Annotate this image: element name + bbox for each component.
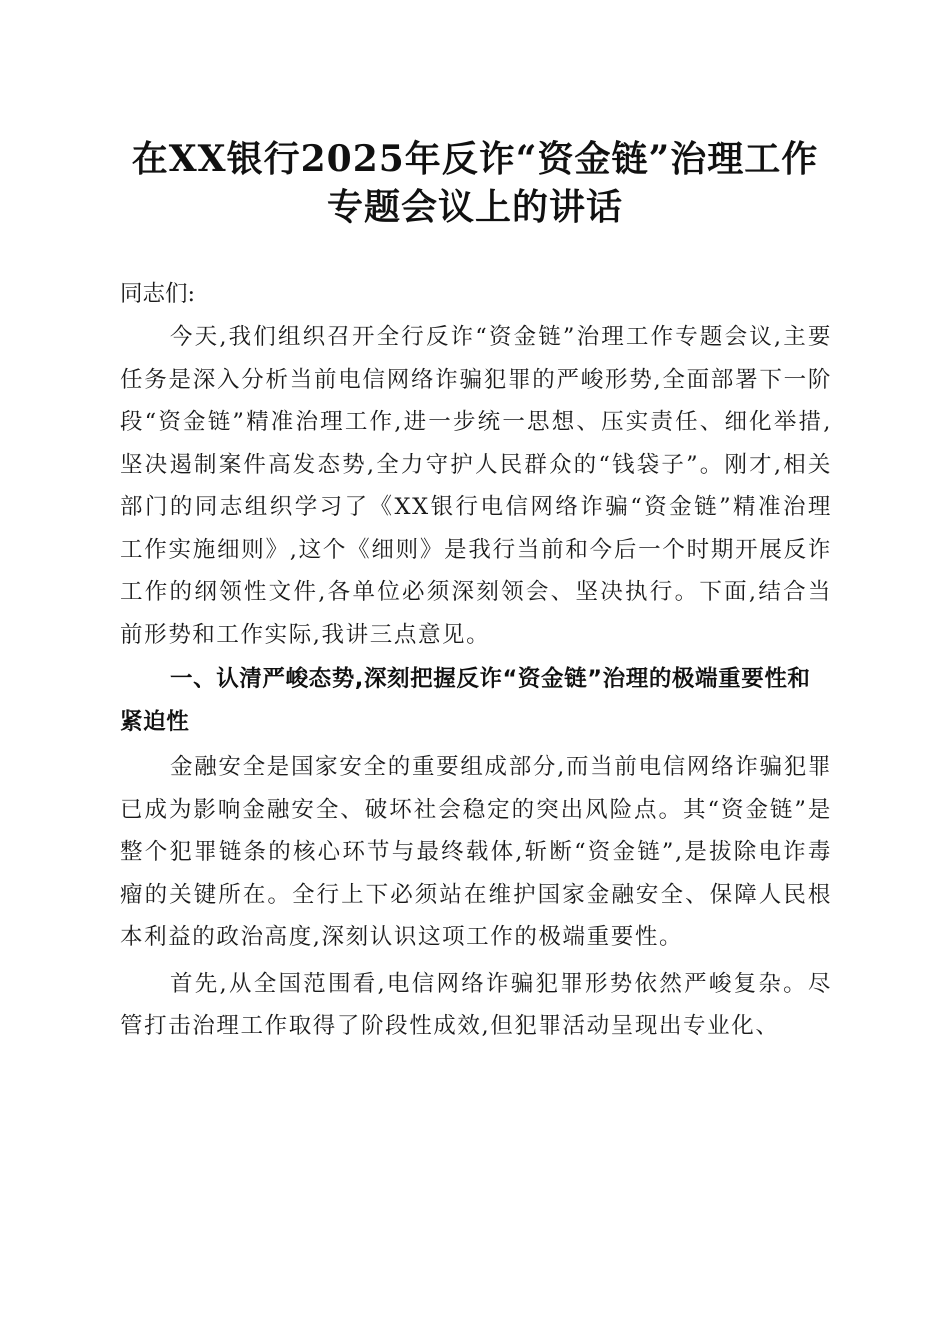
salutation: 同志们:: [120, 281, 196, 307]
paragraph-intro: 今天,我们组织召开全行反诈“资金链”治理工作专题会议,主要任务是深入分析当前电信网络诈骗犯罪的严峻形势,全面部署下一阶段“资金链”精准治理工作,进一步统一思想、压实责任、细化举措,坚决遏制案件高发态势,全力守护人民群众的“钱袋子”。刚才,相关部门的同志组织学习了《XX银行电信网络诈骗“资金链”精准治理工作实施细则》,这个《细则》是我行当前和今后一个时期开展反诈工作的纲领性文件,各单位必须深刻领会、坚决执行。下面,结合当前形势和工作实际,我讲三点意见。: [120, 324, 832, 648]
document-title-line-1: 在XX银行2025年反诈“资金链”治理工作: [131, 138, 819, 180]
paragraph-financial-security: 金融安全是国家安全的重要组成部分,而当前电信网络诈骗犯罪已成为影响金融安全、破坏社会稳定的突出风险点。其“资金链”是整个犯罪链条的核心环节与最终载体,斩断“资金链”,是拔除电诈毒瘤的关键所在。全行上下必须站在维护国家金融安全、保障人民根本利益的政治高度,深刻认识这项工作的极端重要性。: [120, 754, 832, 950]
document-body: [120, 272, 832, 1048]
section-heading-1: 一、认清严峻态势,深刻把握反诈“资金链”治理的极端重要性和紧迫性: [120, 666, 811, 735]
document-title-line-2: 专题会议上的讲话: [326, 186, 623, 228]
paragraph-national-situation: 首先,从全国范围看,电信网络诈骗犯罪形势依然严峻复杂。尽管打击治理工作取得了阶段性成效,但犯罪活动呈现出专业化、: [120, 970, 832, 1039]
